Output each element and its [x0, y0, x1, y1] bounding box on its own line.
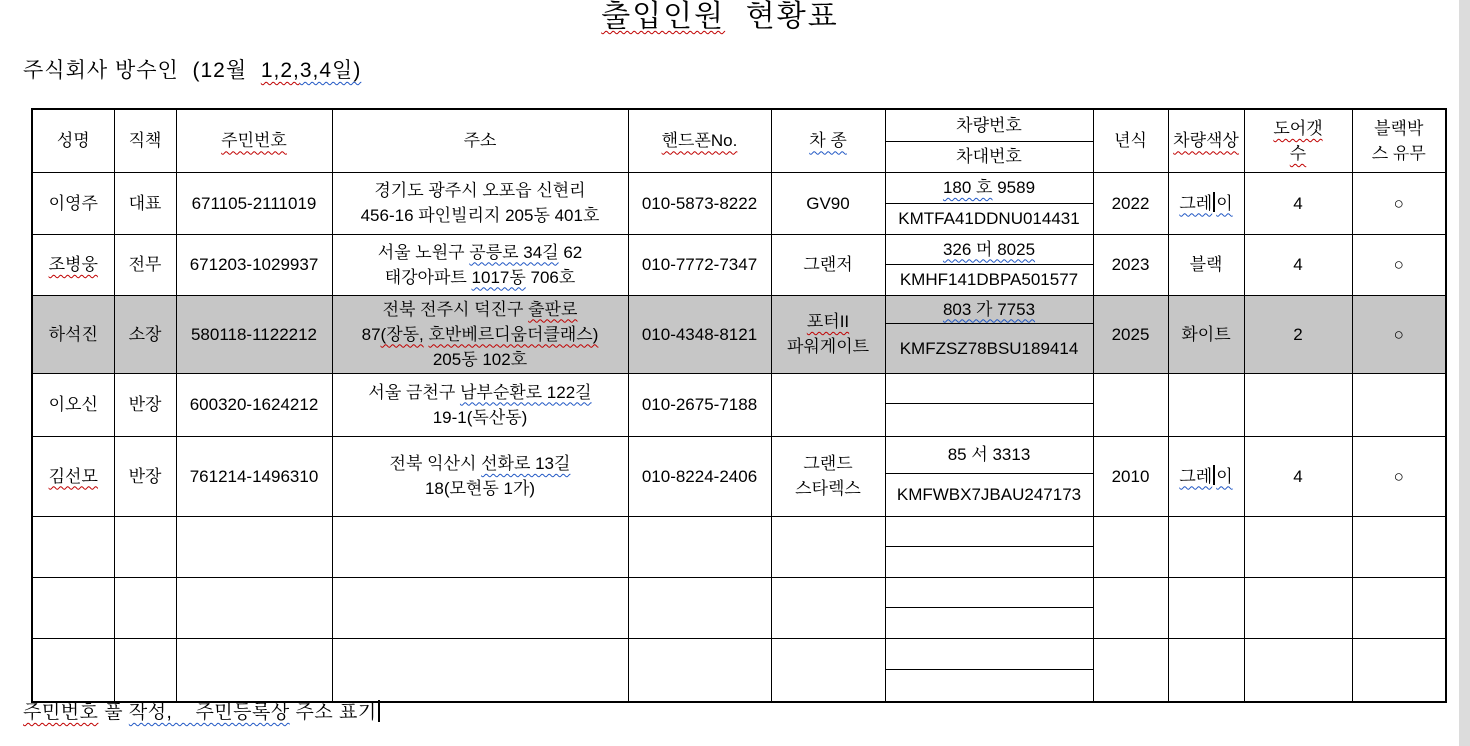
- cell-address[interactable]: 주소: [332, 109, 628, 172]
- cell-plate-no[interactable]: 326 머 8025: [885, 234, 1093, 264]
- cell-position[interactable]: [114, 577, 176, 638]
- cell-chassis-no[interactable]: 차대번호: [885, 141, 1093, 172]
- cell-year[interactable]: [1093, 638, 1168, 702]
- cell-jumin[interactable]: 761214-1496310: [176, 436, 332, 516]
- cell-jumin[interactable]: 580118-1122212: [176, 295, 332, 373]
- cell-name[interactable]: 하석진: [32, 295, 114, 373]
- cell-chassis-no[interactable]: [885, 546, 1093, 577]
- cell-blackbox[interactable]: [1352, 577, 1446, 638]
- cell-plate-no[interactable]: 차량번호: [885, 109, 1093, 141]
- cell-phone[interactable]: 핸드폰No.: [628, 109, 771, 172]
- cell-year[interactable]: 2010: [1093, 436, 1168, 516]
- cell-plate-no[interactable]: 180 호 9589: [885, 172, 1093, 203]
- cell-blackbox[interactable]: [1352, 638, 1446, 702]
- cell-car-type[interactable]: 포터II 파워게이트: [771, 295, 885, 373]
- table-row: [32, 638, 1446, 669]
- cell-phone[interactable]: [628, 577, 771, 638]
- cell-plate-no[interactable]: [885, 638, 1093, 669]
- scrollbar-track[interactable]: [1459, 0, 1470, 746]
- cell-color[interactable]: 블랙: [1168, 234, 1244, 295]
- cell-phone[interactable]: 010-2675-7188: [628, 373, 771, 436]
- cell-doors[interactable]: 2: [1244, 295, 1352, 373]
- cell-blackbox[interactable]: [1352, 516, 1446, 577]
- cell-name[interactable]: [32, 577, 114, 638]
- cell-phone[interactable]: [628, 638, 771, 702]
- table-body: [32, 172, 1446, 702]
- table-row: [32, 373, 1446, 403]
- cell-jumin[interactable]: [176, 638, 332, 702]
- cell-car-type[interactable]: 차 종: [771, 109, 885, 172]
- table-row: [32, 109, 1446, 141]
- cell-position[interactable]: 반장: [114, 373, 176, 436]
- cell-car-type[interactable]: [771, 373, 885, 436]
- table-row: [32, 436, 1446, 473]
- cell-name[interactable]: [32, 516, 114, 577]
- text-cursor: [378, 700, 380, 722]
- cell-chassis-no[interactable]: [885, 669, 1093, 702]
- cell-blackbox[interactable]: ○: [1352, 436, 1446, 516]
- table-row: [32, 234, 1446, 264]
- cell-chassis-no[interactable]: [885, 607, 1093, 638]
- cell-jumin[interactable]: 600320-1624212: [176, 373, 332, 436]
- cell-jumin[interactable]: 671203-1029937: [176, 234, 332, 295]
- cell-year[interactable]: 2022: [1093, 172, 1168, 234]
- cell-car-type[interactable]: [771, 516, 885, 577]
- cell-blackbox[interactable]: ○: [1352, 172, 1446, 234]
- cell-name[interactable]: [32, 638, 114, 702]
- cell-plate-no[interactable]: 85 서 3313: [885, 436, 1093, 473]
- cell-position[interactable]: 대표: [114, 172, 176, 234]
- cell-chassis-no[interactable]: [885, 403, 1093, 436]
- cell-position[interactable]: [114, 516, 176, 577]
- cell-doors[interactable]: 4: [1244, 234, 1352, 295]
- footer-note[interactable]: 주민번호 풀 작성, 주민등록상 주소 표기: [23, 700, 381, 725]
- cell-car-type[interactable]: 그랜저: [771, 234, 885, 295]
- cell-plate-no[interactable]: [885, 516, 1093, 546]
- cell-color[interactable]: [1168, 638, 1244, 702]
- cell-doors[interactable]: [1244, 638, 1352, 702]
- cell-name[interactable]: 성명: [32, 109, 114, 172]
- cell-phone[interactable]: [628, 516, 771, 577]
- cell-plate-no[interactable]: [885, 373, 1093, 403]
- cell-color[interactable]: [1168, 516, 1244, 577]
- cell-year[interactable]: 2025: [1093, 295, 1168, 373]
- cell-car-type[interactable]: [771, 638, 885, 702]
- cell-year[interactable]: [1093, 577, 1168, 638]
- cell-position[interactable]: 직책: [114, 109, 176, 172]
- cell-color[interactable]: [1168, 577, 1244, 638]
- cell-car-type[interactable]: GV90: [771, 172, 885, 234]
- cell-blackbox[interactable]: 블랙박 스 유무: [1352, 109, 1446, 172]
- cell-doors[interactable]: 4: [1244, 436, 1352, 516]
- cell-year[interactable]: 년식: [1093, 109, 1168, 172]
- cell-phone[interactable]: 010-8224-2406: [628, 436, 771, 516]
- cell-plate-no[interactable]: [885, 577, 1093, 607]
- cell-address[interactable]: 서울 금천구 남부순환로 122길 19-1(독산동): [332, 373, 628, 436]
- cell-name[interactable]: 이오신: [32, 373, 114, 436]
- cell-phone[interactable]: 010-7772-7347: [628, 234, 771, 295]
- cell-address[interactable]: 경기도 광주시 오포읍 신현리 456-16 파인빌리지 205동 401호: [332, 172, 628, 234]
- cell-position[interactable]: 전무: [114, 234, 176, 295]
- cell-doors[interactable]: 도어갯 수: [1244, 109, 1352, 172]
- cell-color[interactable]: [1168, 373, 1244, 436]
- cell-name[interactable]: 김선모: [32, 436, 114, 516]
- page-title[interactable]: 출입인원 현황표: [601, 0, 839, 33]
- table-row: [32, 295, 1446, 323]
- text-cursor: [1213, 192, 1215, 212]
- document-subtitle[interactable]: 주식회사 방수인 (12월 1,2,3,4일): [23, 59, 362, 82]
- cell-color[interactable]: 그레 이: [1168, 172, 1244, 234]
- cell-year[interactable]: [1093, 373, 1168, 436]
- cell-address[interactable]: 전북 전주시 덕진구 출판로 87(장동, 호반베르디움더클래스) 205동 102호: [332, 295, 628, 373]
- cell-chassis-no[interactable]: KMHF141DBPA501577: [885, 264, 1093, 295]
- cell-doors[interactable]: [1244, 373, 1352, 436]
- cell-address[interactable]: [332, 638, 628, 702]
- cell-chassis-no[interactable]: KMTFA41DDNU014431: [885, 203, 1093, 234]
- cell-phone[interactable]: 010-4348-8121: [628, 295, 771, 373]
- cell-address[interactable]: [332, 577, 628, 638]
- cell-car-type[interactable]: [771, 577, 885, 638]
- cell-color[interactable]: 화이트: [1168, 295, 1244, 373]
- cell-car-type[interactable]: 그랜드 스타렉스: [771, 436, 885, 516]
- cell-name[interactable]: 이영주: [32, 172, 114, 234]
- cell-address[interactable]: 전북 익산시 선화로 13길 18(모현동 1가): [332, 436, 628, 516]
- cell-doors[interactable]: [1244, 516, 1352, 577]
- cell-chassis-no[interactable]: KMFZSZ78BSU189414: [885, 323, 1093, 373]
- table-header: [32, 109, 1446, 172]
- text-cursor: [1213, 465, 1215, 485]
- cell-jumin[interactable]: [176, 516, 332, 577]
- cell-doors[interactable]: [1244, 577, 1352, 638]
- cell-jumin[interactable]: 주민번호: [176, 109, 332, 172]
- cell-position[interactable]: 소장: [114, 295, 176, 373]
- personnel-table: [31, 108, 1447, 703]
- cell-doors[interactable]: 4: [1244, 172, 1352, 234]
- table-row: [32, 577, 1446, 607]
- cell-color[interactable]: 그레 이: [1168, 436, 1244, 516]
- table-row: [32, 516, 1446, 546]
- cell-blackbox[interactable]: ○: [1352, 234, 1446, 295]
- cell-address[interactable]: 서울 노원구 공릉로 34길 62 태강아파트 1017동 706호: [332, 234, 628, 295]
- cell-plate-no[interactable]: 803 가 7753: [885, 295, 1093, 323]
- cell-color[interactable]: 차량색상: [1168, 109, 1244, 172]
- table-row: [32, 172, 1446, 203]
- cell-phone[interactable]: 010-5873-8222: [628, 172, 771, 234]
- cell-chassis-no[interactable]: KMFWBX7JBAU247173: [885, 473, 1093, 516]
- cell-year[interactable]: 2023: [1093, 234, 1168, 295]
- cell-address[interactable]: [332, 516, 628, 577]
- cell-name[interactable]: 조병웅: [32, 234, 114, 295]
- cell-blackbox[interactable]: [1352, 373, 1446, 436]
- cell-blackbox[interactable]: ○: [1352, 295, 1446, 373]
- cell-jumin[interactable]: [176, 577, 332, 638]
- cell-position[interactable]: [114, 638, 176, 702]
- cell-position[interactable]: 반장: [114, 436, 176, 516]
- cell-jumin[interactable]: 671105-2111019: [176, 172, 332, 234]
- cell-year[interactable]: [1093, 516, 1168, 577]
